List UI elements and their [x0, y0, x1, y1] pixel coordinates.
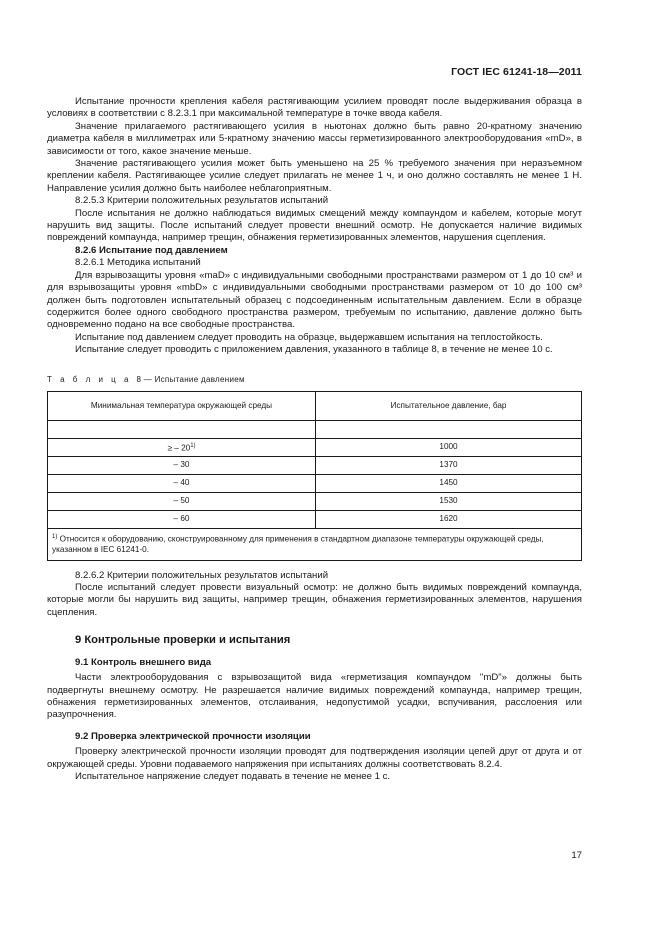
table-cell-pressure: 1450	[316, 474, 582, 492]
table-cell-pressure: 1620	[316, 510, 582, 528]
page-content	[47, 96, 582, 783]
paragraph: Для взрывозащиты уровня «maD» с индивидуальными свободными пространствами размером от 1 до 10 см³ и для взрывозащиты уровня «mbD» с индивидуальными свободными пространствами размером от 10 до 100 см³ должен быть подготовлен испытательный образец с подсоединенным испытательным давлением. Если в образце содержится более одного свободного пространства размером, требуемым по испытанию, давление должно быть одновременно подано на все свободные пространства.	[47, 269, 582, 331]
table-footnote-row	[48, 528, 582, 560]
paragraph: После испытания не должно наблюдаться видимых смещений между компаундом и кабелем, которые могут нарушить вид защиты. После испытаний следует провести внешний осмотр. Не допускается наличие видимых повреждений компаунда, например трещин, обнажения герметизированных элементов, нарушения сцепления.	[47, 207, 582, 244]
table-row	[48, 474, 582, 492]
table-row	[48, 438, 582, 456]
table-row	[48, 510, 582, 528]
subsection-8261-title: 8.2.6.1 Методика испытаний	[75, 257, 201, 269]
section-9-heading: 9 Контрольные проверки и испытания	[75, 634, 291, 647]
page-number: 17	[571, 850, 582, 861]
table-footnote: $^{1)}$ Относится к оборудованию, сконструированному для применения в стандартном диапазоне температуры окружающей среды, указанном в IEC 61241-0.	[48, 528, 582, 560]
pressure-table	[47, 391, 582, 561]
paragraph: Испытание под давлением следует проводить на образце, выдержавшем испытания на теплостойкость.	[75, 331, 543, 343]
paragraph: Испытание прочности крепления кабеля растягивающим усилием проводят после выдерживания образца в условиях в соответствии с 8.2.3.1 при максимальной температуре в точке ввода кабеля.	[47, 96, 582, 120]
subsection-title: 8.2.5.3 Критерии положительных результатов испытаний	[75, 195, 329, 207]
table-caption-text: 8 — Испытание давлением	[136, 374, 245, 384]
paragraph: Значение растягивающего усилия может быть уменьшено на 25 % требуемого значения при неразъемном креплении кабеля. Растягивающее усилие следует прилагать не менее 1 ч, и оно должно составлять не менее 1 Н. Направление усилия должно быть наиболее неблагоприятным.	[47, 158, 582, 194]
table-cell-pressure: 1370	[316, 456, 582, 474]
table-cell-temperature: – 30	[48, 456, 316, 474]
table-cell-temperature: – 50	[48, 492, 316, 510]
table-header-pressure: Испытательное давление, бар	[316, 391, 582, 420]
table-cell-temperature: ≥ – 20$^{1)}$	[48, 438, 316, 456]
document-header: ГОСТ IEC 61241-18—2011	[451, 66, 582, 78]
subsection-8262-title: 8.2.6.2 Критерии положительных результатов испытаний	[75, 569, 329, 581]
table-cell-pressure: 1530	[316, 492, 582, 510]
paragraph: После испытаний следует провести визуальный осмотр: не должно быть видимых повреждений компаунда, которые могли бы нарушить вид защиты, например трещин, обнажения герметизированных элементов, нарушения сцепления.	[47, 582, 582, 618]
table-caption	[47, 374, 582, 386]
table-header-temperature: Минимальная температура окружающей среды	[48, 391, 316, 420]
paragraph: Испытательное напряжение следует подавать в течение не менее 1 с.	[75, 770, 391, 782]
table-cell-temperature: – 40	[48, 474, 316, 492]
paragraph: Значение прилагаемого растягивающего усилия в ньютонах должно быть равно 20-кратному значению диаметра кабеля в миллиметрах или 5-кратному значению массы герметизированного электрооборудования «mD», в зависимости от того, какое значение меньше.	[47, 120, 582, 157]
table-header-row	[48, 391, 582, 420]
paragraph: Испытание следует проводить с приложением давления, указанного в таблице 8, в течение не менее 10 с.	[75, 344, 553, 356]
section-91-heading: 9.1 Контроль внешнего вида	[75, 656, 212, 668]
table-cell-pressure: 1000	[316, 438, 582, 456]
table-cell-temperature: – 60	[48, 510, 316, 528]
paragraph: Проверку электрической прочности изоляции проводят для подтверждения изоляции цепей друг от друга и от окружающей среды. Уровни подаваемого напряжения при испытаниях должны соответствовать 8.2.4.	[47, 746, 582, 770]
table-caption-prefix: Т а б л и ц а	[47, 374, 132, 384]
table-row	[48, 492, 582, 510]
paragraph: Части электрооборудования с взрывозащитой вида «герметизация компаундом "mD"» должны быть подвергнуты внешнему осмотру. Не разрешается наличие видимых повреждений компаунда, например трещин, обнажения герметизированных элементов, отслаивания, недопустимой усадки, вспучивания, расслоения или разупрочнения.	[47, 672, 582, 721]
section-92-heading: 9.2 Проверка электрической прочности изоляции	[75, 730, 311, 742]
table-row	[48, 456, 582, 474]
section-826-heading: 8.2.6 Испытание под давлением	[75, 244, 228, 256]
